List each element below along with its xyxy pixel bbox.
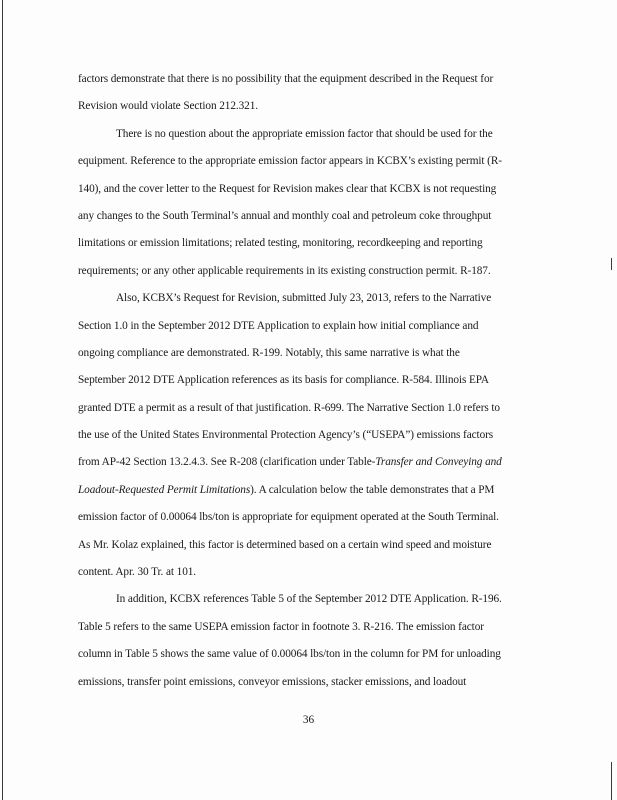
text-line: There is no question about the appropriate emission factor that should be used for the — [116, 127, 493, 140]
text-line: September 2012 DTE Application references as its basis for compliance. R-584. Illinois EPA — [78, 374, 489, 387]
paragraph-continuation — [78, 66, 548, 121]
text-line: any changes to the South Terminal’s annual and monthly coal and petroleum coke throughput — [78, 209, 492, 222]
text-segment: ). A calculation below the table demonstrates that a PM — [250, 483, 495, 496]
text-line: Also, KCBX’s Request for Revision, submitted July 23, 2013, refers to the Narrative — [116, 292, 492, 305]
text-line: As Mr. Kolaz explained, this factor is determined based on a certain wind speed and moisture — [78, 538, 492, 551]
paragraph-emission-factor — [78, 121, 548, 285]
italic-table-title: Transfer and Conveying and — [375, 456, 502, 469]
text-line: the use of the United States Environmental Protection Agency’s (“USEPA”) emissions factors — [78, 429, 494, 442]
italic-table-title-continued: Loadout-Requested Permit Limitations — [78, 483, 251, 496]
paragraph-request-for-revision — [78, 285, 548, 586]
text-line: Table 5 refers to the same USEPA emission factor in footnote 3. R-216. The emission factor — [78, 620, 484, 633]
text-line: Section 1.0 in the September 2012 DTE Application to explain how initial compliance and — [78, 319, 479, 332]
text-line: 140), and the cover letter to the Request for Revision makes clear that KCBX is not requesting — [78, 182, 497, 195]
paragraph-table-5 — [78, 586, 548, 696]
text-line: In addition, KCBX references Table 5 of the September 2012 DTE Application. R-196. — [116, 593, 502, 606]
text-line: granted DTE a permit as a result of that justification. R-699. The Narrative Section 1.0 refers to — [78, 401, 500, 414]
text-line: Revision would violate Section 212.321. — [78, 100, 258, 113]
body-text — [78, 66, 548, 696]
page-number: 36 — [302, 714, 315, 726]
text-line: column in Table 5 shows the same value of 0.00064 lbs/ton in the column for PM for unloading — [78, 648, 501, 661]
scan-edge-left — [2, 0, 3, 800]
scan-mark-right-upper — [611, 258, 612, 270]
text-line: content. Apr. 30 Tr. at 101. — [78, 566, 197, 579]
text-line: ongoing compliance are demonstrated. R-199. Notably, this same narrative is what the — [78, 346, 460, 359]
text-line — [78, 477, 548, 504]
text-line: emission factor of 0.00064 lbs/ton is appropriate for equipment operated at the South Terminal. — [78, 511, 499, 524]
scan-mark-right-lower — [611, 762, 612, 800]
text-line — [78, 449, 548, 476]
text-line: limitations or emission limitations; related testing, monitoring, recordkeeping and reporting — [78, 237, 483, 250]
text-line: equipment. Reference to the appropriate emission factor appears in KCBX’s existing permit (R- — [78, 155, 502, 168]
text-segment: from AP-42 Section 13.2.4.3. See R-208 (clarification under Table- — [78, 456, 376, 469]
text-line: requirements; or any other applicable requirements in its existing construction permit. R-187. — [78, 264, 491, 277]
text-line: factors demonstrate that there is no possibility that the equipment described in the Request for — [78, 73, 494, 85]
text-line: emissions, transfer point emissions, conveyor emissions, stacker emissions, and loadout — [78, 675, 467, 688]
